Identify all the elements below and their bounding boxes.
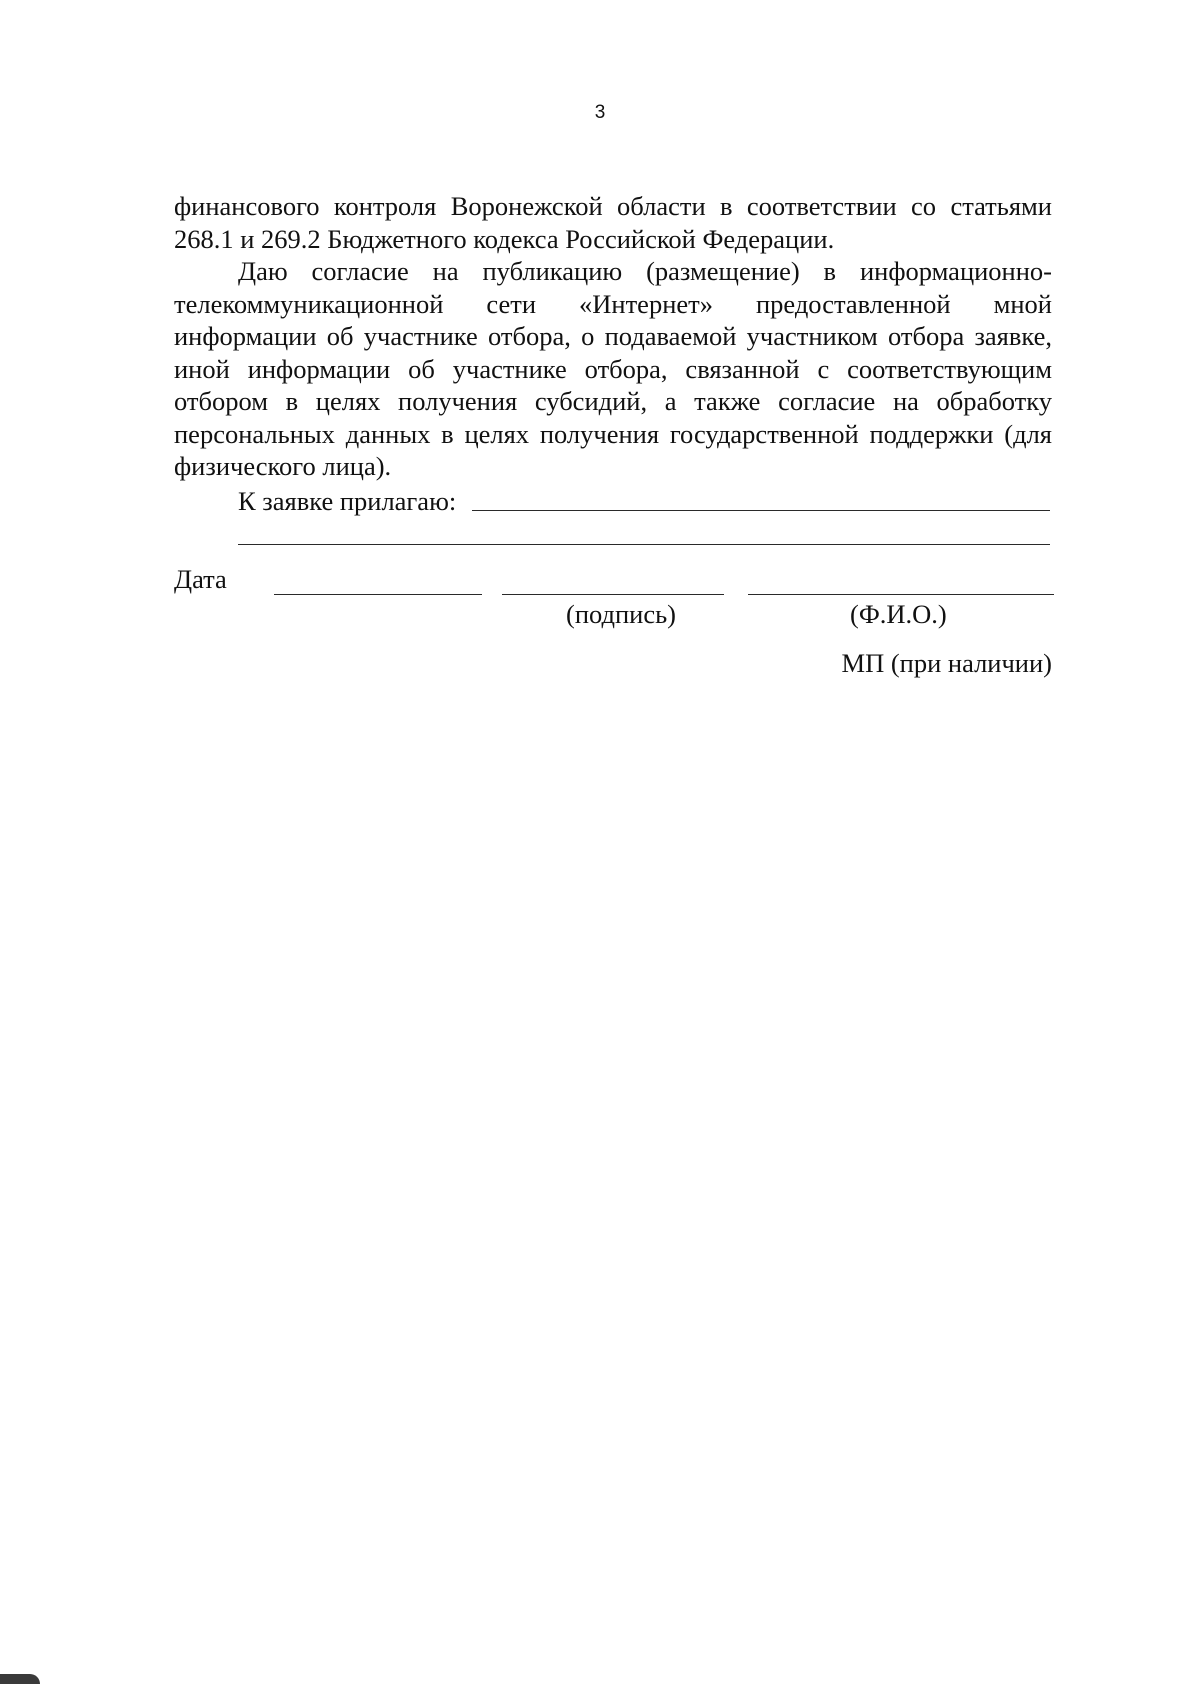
attachment-fill-line-1 [472, 510, 1050, 511]
paragraph-continuation: финансового контроля Воронежской области в соответствии со статьями 268.1 и 269.2 Бюджетного кодекса Российской Федерации. [174, 191, 1052, 254]
name-caption: (Ф.И.О.) [850, 599, 947, 629]
attachment-label: К заявке прилагаю: [238, 486, 457, 516]
signature-caption: (подпись) [566, 599, 677, 629]
date-label: Дата [174, 564, 227, 594]
attachment-fill-line-2 [238, 544, 1050, 545]
signature-fill-line [502, 594, 724, 595]
stamp-note: МП (при наличии) [841, 648, 1052, 678]
page-number: 3 [594, 102, 606, 123]
date-fill-line [274, 594, 482, 595]
name-fill-line [748, 594, 1054, 595]
paragraph-consent: Даю согласие на публикацию (размещение) в информационно-телекоммуникационной сети «Интернет» предоставленной мной информации об участнике отбора, о подаваемой участником отбора заявке, иной информации об участнике отбора, связанной с соответствующим отбором в целях получения субсидий, а также согласие на обработку персональных данных в целях получения государственной поддержки (для физического лица). [174, 256, 1052, 481]
document-body [174, 190, 1052, 483]
scan-edge-mark [0, 1674, 40, 1684]
